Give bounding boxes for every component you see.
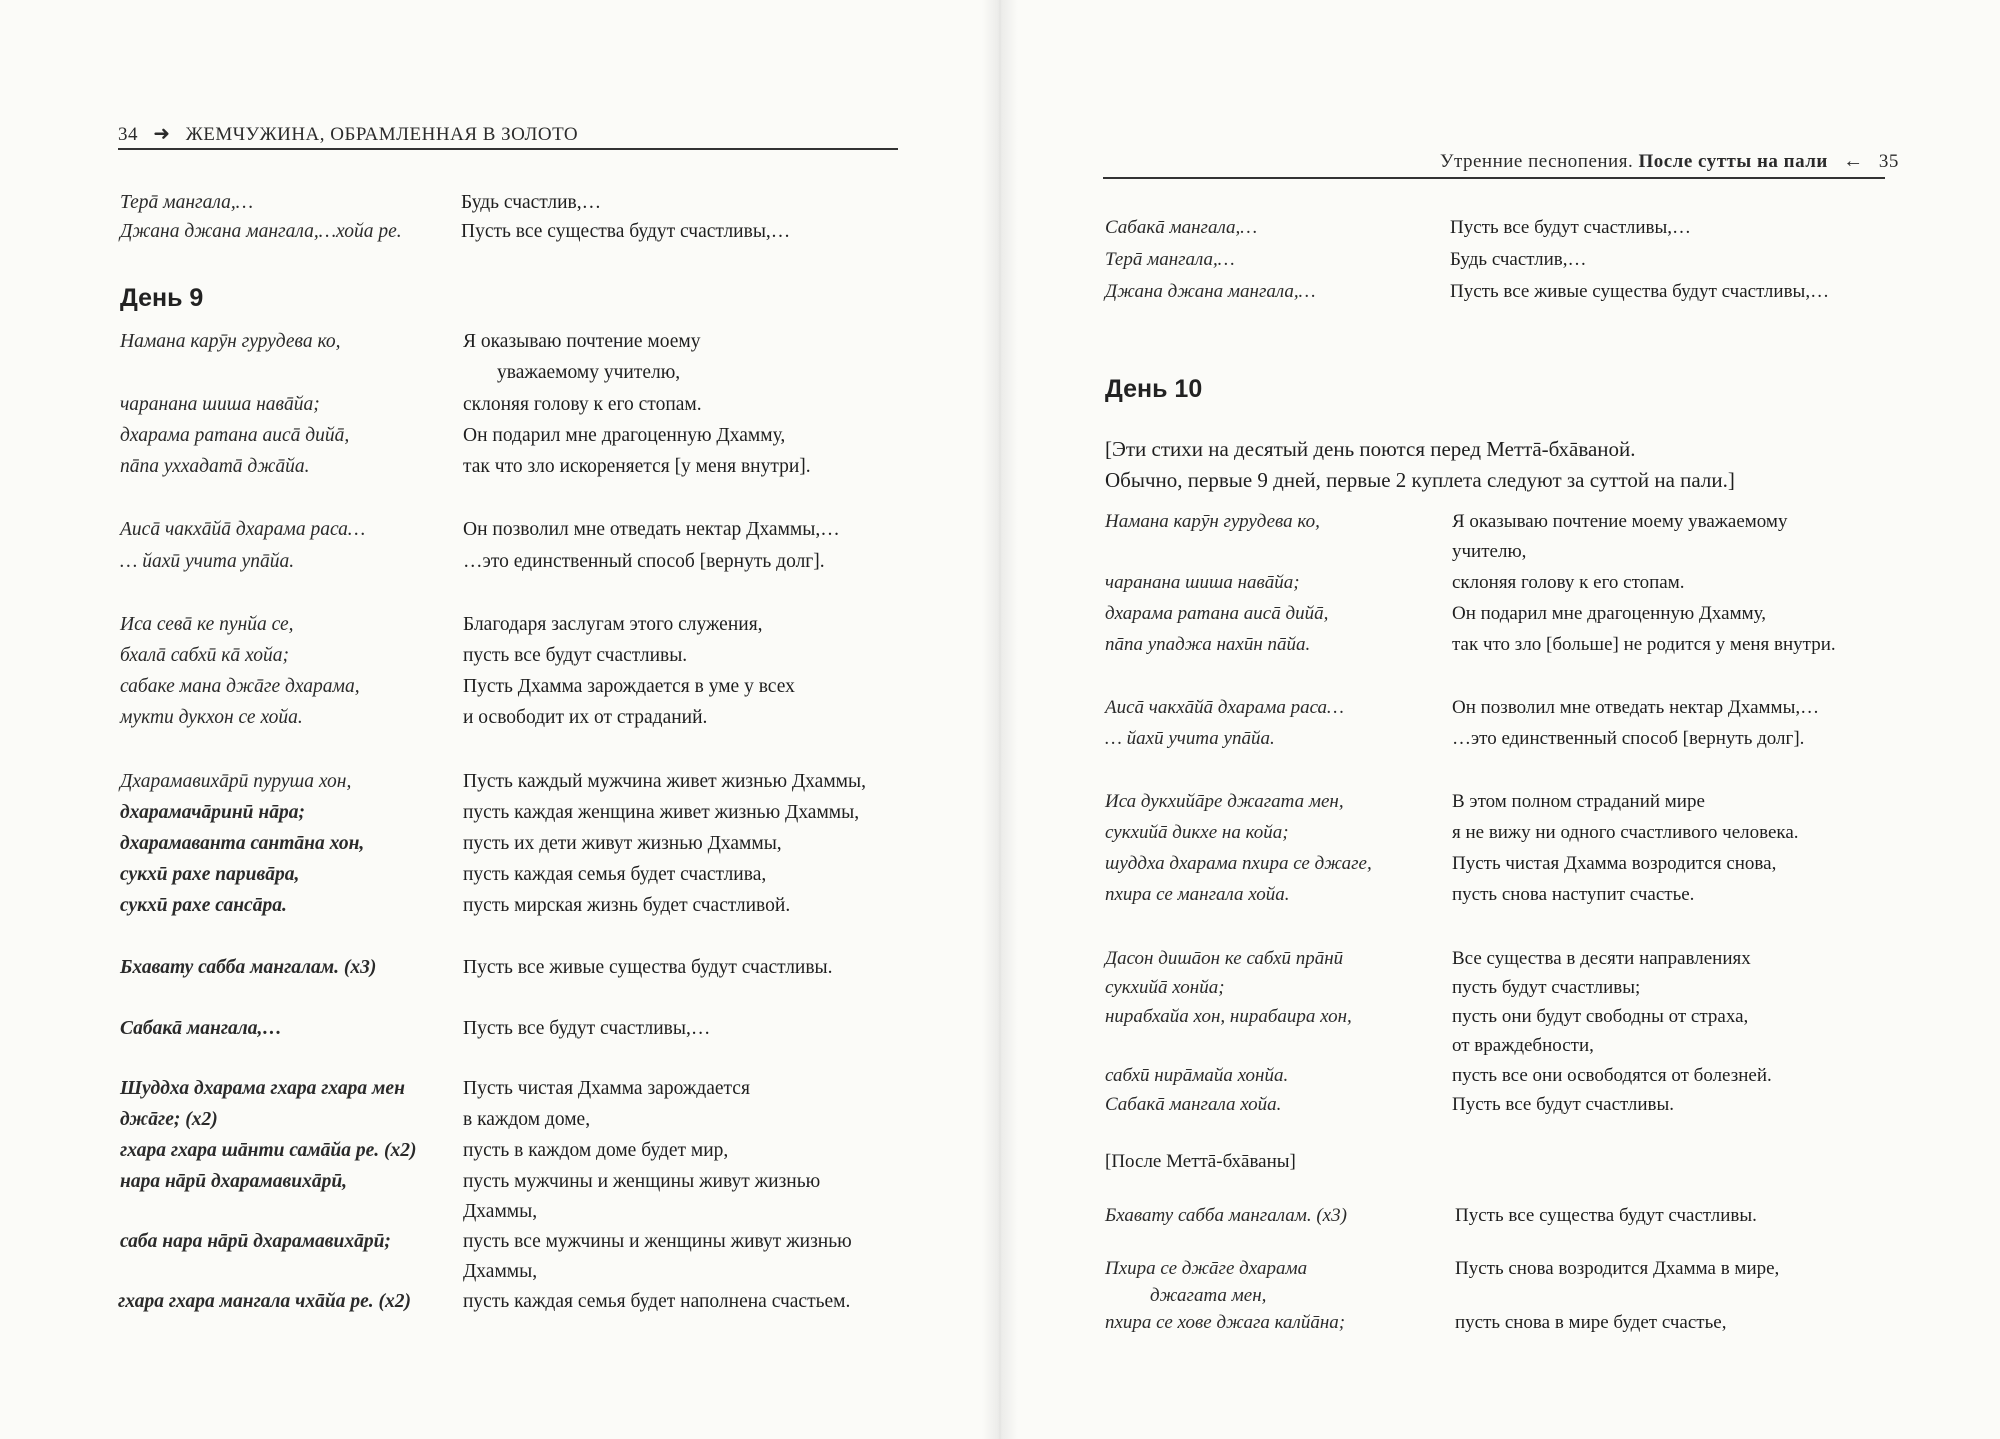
pali-line: сабаке мана джāге дхарама, — [120, 676, 360, 697]
translation-line: так что зло [больше] не родится у меня внутри. — [1452, 634, 1836, 655]
right-page — [1000, 0, 2000, 1439]
note-line: [Эти стихи на десятый день поются перед Меттā-бхāваной. — [1105, 437, 1636, 461]
pali-line: Терā мангала,… — [120, 192, 254, 213]
translation-line: Пусть каждый мужчина живет жизнью Дхаммы, — [463, 771, 866, 792]
pali-line: джагата мен, — [1150, 1285, 1267, 1306]
note-line: Обычно, первые 9 дней, первые 2 куплета следуют за суттой на пали.] — [1105, 468, 1735, 492]
translation-line: Пусть все живые существа будут счастливы,… — [1450, 281, 1830, 302]
left-running-title: ЖЕМЧУЖИНА, ОБРАМЛЕННАЯ В ЗОЛОТО — [185, 124, 579, 145]
translation-line: Пусть все существа будут счастливы,… — [461, 221, 791, 242]
left-page-header — [118, 121, 578, 146]
translation-line: уважаемому учителю, — [497, 362, 681, 383]
translation-line: …это единственный способ [вернуть долг]. — [1452, 728, 1805, 749]
translation-line: Я оказываю почтение моему — [463, 331, 701, 352]
pali-line: чаранана шиша навāйа; — [120, 394, 320, 415]
translation-line: Он подарил мне драгоценную Дхамму, — [1452, 603, 1766, 624]
pali-line: Намана карӯн гурудева ко, — [120, 331, 341, 352]
translation-line: пусть в каждом доме будет мир, — [463, 1140, 729, 1161]
day-9-title: День 9 — [120, 284, 204, 312]
pali-line: чаранана шиша навāйа; — [1105, 572, 1300, 593]
right-page-number: 35 — [1878, 151, 1899, 172]
translation-line: Будь счастлив,… — [1450, 249, 1587, 270]
bracket-note: [После Меттā-бхāваны] — [1105, 1151, 1296, 1172]
pali-line: Иса севā ке пунйа се, — [120, 614, 294, 635]
pali-line: Аисā чакхāйā дхарама раса… — [120, 519, 366, 540]
pali-line: Пхира се джāге дхарама — [1105, 1258, 1308, 1279]
translation-line: Пусть все будут счастливы,… — [1450, 217, 1691, 238]
pali-line: пāпа уххадатā джāйа. — [120, 456, 310, 477]
translation-line: Благодаря заслугам этого служения, — [463, 614, 763, 635]
translation-line: Пусть чистая Дхамма возродится снова, — [1452, 853, 1777, 874]
pali-line: Иса дукхийāре джагата мен, — [1105, 791, 1344, 812]
pali-line: дхарамаванта сантāна хон, — [120, 833, 365, 854]
pali-line: нирабхайа хон, нирабаира хон, — [1105, 1006, 1352, 1027]
pali-line: сукхӣ рахе сансāра. — [120, 895, 287, 916]
translation-line: склоняя голову к его стопам. — [1452, 572, 1685, 593]
pali-line: саба нара нāрӣ дхарамавихāрӣ; — [120, 1231, 391, 1252]
pali-line: Бхавату сабба мангалам. (x3) — [1105, 1205, 1347, 1226]
translation-line: Дхаммы, — [463, 1261, 538, 1282]
translation-line: …это единственный способ [вернуть долг]. — [463, 551, 825, 572]
translation-line: пусть все мужчины и женщины живут жизнью — [463, 1231, 852, 1252]
pali-line: шуддха дхарама пхира се джаге, — [1105, 853, 1372, 874]
pali-line: Дасон дишāон ке сабхӣ прāнӣ — [1105, 948, 1344, 969]
pali-line: Дхарамавихāрӣ пуруша хон, — [120, 771, 352, 792]
pali-line: пхира се хове джага калйāна; — [1105, 1312, 1346, 1333]
translation-line: пусть каждая семья будет наполнена счастьем. — [463, 1291, 851, 1312]
translation-line: Пусть все будут счастливы. — [1452, 1094, 1674, 1115]
right-page-header — [1440, 150, 1899, 173]
right-running-title-bold: После сутты на пали — [1638, 151, 1828, 172]
translation-line: пусть мирская жизнь будет счастливой. — [463, 895, 791, 916]
pali-line: гхара гхара мангала чхāйа ре. (x2) — [118, 1291, 411, 1312]
translation-line: Пусть все существа будут счастливы. — [1455, 1205, 1757, 1226]
pali-line: Намана карӯн гурудева ко, — [1105, 511, 1320, 532]
translation-line: пусть все будут счастливы. — [463, 645, 688, 666]
pali-line: … йахӣ учита упāйа. — [120, 551, 295, 572]
translation-line: пусть каждая женщина живет жизнью Дхаммы, — [463, 802, 860, 823]
left-page-number: 34 — [118, 124, 138, 145]
right-header-rule — [1103, 177, 1885, 179]
pali-line: сукхийā хонйа; — [1105, 977, 1225, 998]
pali-line: пāпа упаджа нахӣн пāйа. — [1105, 634, 1311, 655]
translation-line: Пусть все живые существа будут счастливы. — [463, 957, 833, 978]
pali-line: джāге; (x2) — [120, 1109, 218, 1130]
pali-line: … йахӣ учита упāйа. — [1105, 728, 1275, 749]
translation-line: Все существа в десяти направлениях — [1452, 948, 1751, 969]
pali-line: Шуддха дхарама гхара гхара мен — [120, 1078, 405, 1099]
pali-line: Сабакā мангала хойа. — [1105, 1094, 1282, 1115]
translation-line: Я оказываю почтение моему уважаемому — [1452, 511, 1788, 532]
translation-line: так что зло искореняется [у меня внутри]. — [463, 456, 811, 477]
translation-line: склоняя голову к его стопам. — [463, 394, 702, 415]
translation-line: В этом полном страданий мире — [1452, 791, 1705, 812]
pali-line: нара нāрӣ дхарамавихāрӣ, — [120, 1171, 348, 1192]
translation-line: учителю, — [1452, 541, 1527, 562]
translation-line: Пусть чистая Дхамма зарождается — [463, 1078, 750, 1099]
pali-line: дхарамачāринӣ нāра; — [120, 802, 305, 823]
translation-line: Он позволил мне отведать нектар Дхаммы,… — [1452, 697, 1820, 718]
translation-line: Пусть Дхамма зарождается в уме у всех — [463, 676, 795, 697]
translation-line: пусть снова наступит счастье. — [1452, 884, 1695, 905]
pali-line: Бхавату сабба мангалам. (x3) — [120, 957, 377, 978]
pali-line: бхалā сабхӣ кā хойа; — [120, 645, 289, 666]
pali-line: Сабакā мангала,… — [1105, 217, 1258, 238]
translation-line: Он позволил мне отведать нектар Дхаммы,… — [463, 519, 840, 540]
pali-line: дхарама ратана аисā дийā, — [1105, 603, 1329, 624]
pali-line: мукти дукхон се хойа. — [120, 707, 303, 728]
left-header-rule — [118, 148, 898, 150]
pali-line: Сабакā мангала,… — [120, 1018, 282, 1039]
translation-line: Пусть все будут счастливы,… — [463, 1018, 711, 1039]
translation-line: от враждебности, — [1452, 1035, 1594, 1056]
pali-line: пхира се мангала хойа. — [1105, 884, 1290, 905]
pali-line: гхара гхара шāнти самāйа ре. (x2) — [120, 1140, 417, 1161]
ornament-arrow-icon: ➜ — [153, 123, 171, 145]
translation-line: пусть будут счастливы; — [1452, 977, 1641, 998]
pali-line: сукхийā дикхе на койа; — [1105, 822, 1289, 843]
right-running-title-light: Утренние песнопения. — [1440, 151, 1634, 172]
day-10-title: День 10 — [1105, 375, 1203, 403]
pali-line: Джана джана мангала,…хойа ре. — [120, 221, 402, 242]
translation-line: Будь счастлив,… — [461, 192, 602, 213]
pali-line: Терā мангала,… — [1105, 249, 1235, 270]
translation-line: пусть мужчины и женщины живут жизнью — [463, 1171, 821, 1192]
pali-line: дхарама ратана аисā дийā, — [120, 425, 350, 446]
translation-line: пусть каждая семья будет счастлива, — [463, 864, 767, 885]
translation-line: пусть все они освободятся от болезней. — [1452, 1065, 1772, 1086]
translation-line: Пусть снова возродится Дхамма в мире, — [1455, 1258, 1780, 1279]
translation-line: пусть снова в мире будет счастье, — [1455, 1312, 1727, 1333]
translation-line: Он подарил мне драгоценную Дхамму, — [463, 425, 786, 446]
translation-line: и освободит их от страданий. — [463, 707, 708, 728]
pali-line: сукхӣ рахе паривāра, — [120, 864, 300, 885]
ornament-arrow-icon: ← — [1843, 150, 1864, 172]
translation-line: в каждом доме, — [463, 1109, 591, 1130]
translation-line: Дхаммы, — [463, 1201, 538, 1222]
pali-line: Аисā чакхāйā дхарама раса… — [1105, 697, 1344, 718]
translation-line: пусть их дети живут жизнью Дхаммы, — [463, 833, 782, 854]
translation-line: я не вижу ни одного счастливого человека. — [1452, 822, 1799, 843]
pali-line: сабхӣ нирāмайа хонйа. — [1105, 1065, 1289, 1086]
pali-line: Джана джана мангала,… — [1105, 281, 1316, 302]
translation-line: пусть они будут свободны от страха, — [1452, 1006, 1749, 1027]
